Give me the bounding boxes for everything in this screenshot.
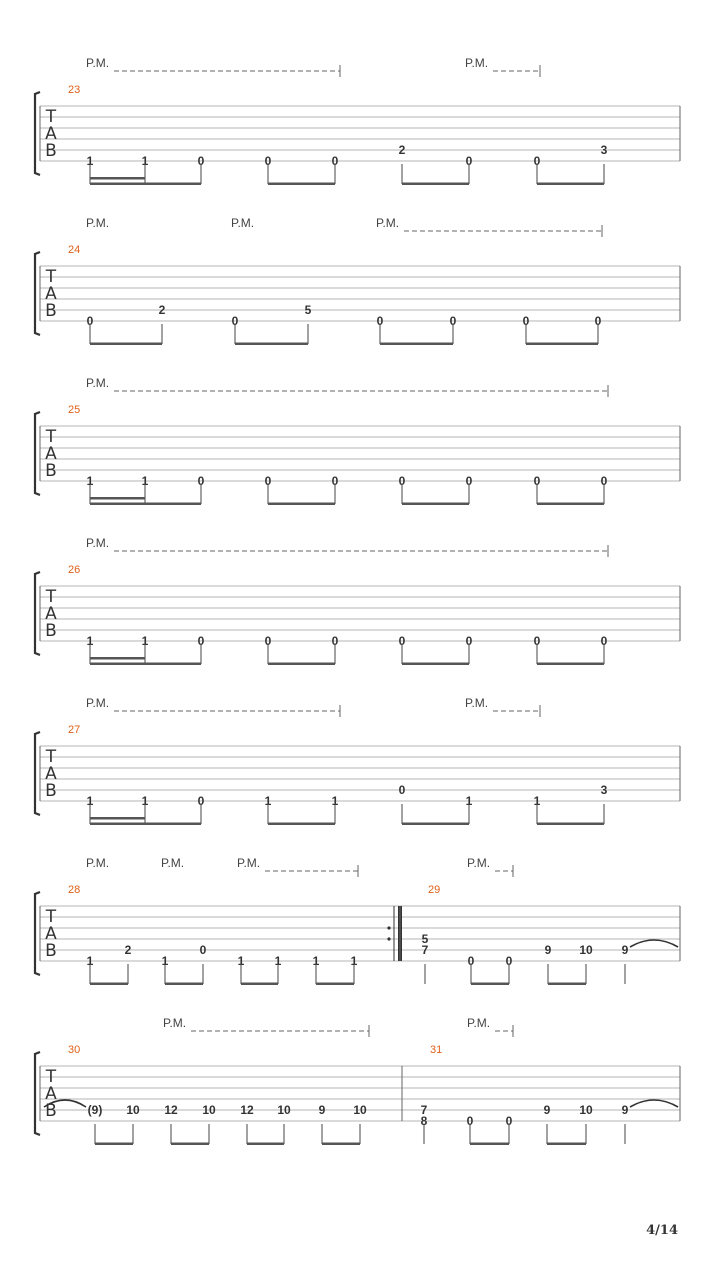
fret-number: 9 bbox=[544, 943, 552, 957]
tab-clef-letter: T bbox=[45, 1067, 57, 1087]
fret-number: 0 bbox=[533, 634, 541, 648]
note-beam bbox=[526, 343, 598, 346]
tab-clef-letter: B bbox=[45, 301, 57, 321]
fret-number: 1 bbox=[161, 954, 169, 968]
note-beam bbox=[402, 503, 469, 506]
fret-number: 0 bbox=[467, 954, 475, 968]
tab-system bbox=[35, 536, 680, 665]
fret-number: 2 bbox=[124, 943, 132, 957]
fret-number: 8 bbox=[420, 1114, 428, 1128]
fret-number: 1 bbox=[86, 794, 94, 808]
fret-number: 12 bbox=[240, 1103, 254, 1117]
tab-clef-letter: B bbox=[45, 141, 57, 161]
fret-number: 0 bbox=[465, 154, 473, 168]
tab-systems bbox=[35, 56, 680, 1145]
fret-number: 5 bbox=[421, 932, 429, 946]
note-beam bbox=[171, 1143, 209, 1146]
note-beam bbox=[471, 983, 509, 986]
fret-number: 0 bbox=[264, 634, 272, 648]
fret-number: (9) bbox=[87, 1103, 103, 1117]
note-beam bbox=[316, 983, 354, 986]
palm-mute-label: P.M. bbox=[161, 856, 185, 870]
fret-number: 1 bbox=[465, 794, 473, 808]
fret-number: 0 bbox=[466, 1114, 474, 1128]
note-beam bbox=[268, 503, 335, 506]
repeat-dot bbox=[387, 937, 390, 940]
tab-clef-letter: B bbox=[45, 781, 57, 801]
fret-number: 0 bbox=[600, 474, 608, 488]
note-beam bbox=[470, 1143, 509, 1146]
tab-clef-letter: A bbox=[45, 124, 57, 144]
palm-mute-label: P.M. bbox=[86, 856, 110, 870]
fret-number: 9 bbox=[318, 1103, 326, 1117]
tab-clef-letter: A bbox=[45, 284, 57, 304]
tab-clef-letter: A bbox=[45, 764, 57, 784]
tab-system bbox=[35, 216, 680, 345]
fret-number: 0 bbox=[231, 314, 239, 328]
fret-number: 0 bbox=[600, 634, 608, 648]
tab-clef-letter: B bbox=[45, 461, 57, 481]
fret-number: 1 bbox=[86, 474, 94, 488]
fret-number: 9 bbox=[621, 943, 629, 957]
tab-clef-letter: T bbox=[45, 587, 57, 607]
fret-number: 10 bbox=[202, 1103, 216, 1117]
palm-mute-label: P.M. bbox=[86, 696, 110, 710]
note-beam-secondary bbox=[90, 177, 145, 180]
measure-number: 28 bbox=[68, 884, 81, 896]
fret-number: 1 bbox=[237, 954, 245, 968]
fret-number: 1 bbox=[141, 474, 149, 488]
measure-number: 26 bbox=[68, 564, 81, 576]
note-beam bbox=[90, 983, 128, 986]
tab-clef-letter: T bbox=[45, 267, 57, 287]
fret-number: 1 bbox=[533, 794, 541, 808]
palm-mute-label: P.M. bbox=[376, 216, 400, 230]
fret-number: 0 bbox=[505, 1114, 513, 1128]
measure-number: 24 bbox=[68, 244, 81, 256]
fret-number: 0 bbox=[86, 314, 94, 328]
note-beam bbox=[402, 663, 469, 666]
fret-number: 0 bbox=[331, 154, 339, 168]
fret-number: 1 bbox=[331, 794, 339, 808]
note-beam bbox=[90, 663, 201, 666]
fret-number: 0 bbox=[522, 314, 530, 328]
fret-number: 0 bbox=[505, 954, 513, 968]
note-beam-secondary bbox=[90, 657, 145, 660]
note-beam bbox=[402, 183, 469, 186]
tab-system bbox=[35, 376, 680, 505]
fret-number: 7 bbox=[420, 1103, 428, 1117]
fret-number: 1 bbox=[86, 634, 94, 648]
note-beam bbox=[90, 503, 201, 506]
fret-number: 3 bbox=[600, 143, 608, 157]
tab-system bbox=[35, 696, 680, 825]
system-brace bbox=[35, 732, 40, 815]
fret-number: 0 bbox=[264, 474, 272, 488]
fret-number: 10 bbox=[126, 1103, 140, 1117]
fret-number: 0 bbox=[331, 474, 339, 488]
system-brace bbox=[35, 572, 40, 655]
note-beam bbox=[90, 823, 201, 826]
note-beam bbox=[322, 1143, 360, 1146]
fret-number: 0 bbox=[197, 154, 205, 168]
tab-clef-letter: T bbox=[45, 907, 57, 927]
note-beam bbox=[537, 823, 604, 826]
note-beam-secondary bbox=[90, 497, 145, 500]
fret-number: 0 bbox=[465, 634, 473, 648]
tab-clef-letter: B bbox=[45, 941, 57, 961]
fret-number: 0 bbox=[594, 314, 602, 328]
tie-arc bbox=[630, 940, 678, 947]
tab-clef-letter: A bbox=[45, 924, 57, 944]
fret-number: 10 bbox=[277, 1103, 291, 1117]
note-beam bbox=[235, 343, 308, 346]
palm-mute-label: P.M. bbox=[86, 536, 110, 550]
note-beam bbox=[380, 343, 453, 346]
fret-number: 1 bbox=[350, 954, 358, 968]
repeat-dot bbox=[387, 926, 390, 929]
fret-number: 9 bbox=[543, 1103, 551, 1117]
palm-mute-label: P.M. bbox=[467, 856, 491, 870]
fret-number: 0 bbox=[197, 794, 205, 808]
tab-clef-letter: T bbox=[45, 747, 57, 767]
note-beam bbox=[268, 823, 335, 826]
note-beam bbox=[548, 983, 586, 986]
page-number: 4/14 bbox=[646, 1223, 678, 1238]
note-beam bbox=[165, 983, 203, 986]
fret-number: 1 bbox=[141, 634, 149, 648]
note-beam-secondary bbox=[90, 817, 145, 820]
fret-number: 1 bbox=[86, 954, 94, 968]
note-beam bbox=[537, 183, 604, 186]
fret-number: 9 bbox=[621, 1103, 629, 1117]
fret-number: 5 bbox=[304, 303, 312, 317]
note-beam bbox=[95, 1143, 133, 1146]
note-beam bbox=[241, 983, 278, 986]
measure-number: 27 bbox=[68, 724, 81, 736]
system-brace bbox=[35, 892, 40, 975]
palm-mute-label: P.M. bbox=[467, 1016, 491, 1030]
fret-number: 0 bbox=[398, 634, 406, 648]
tab-clef-letter: T bbox=[45, 107, 57, 127]
tie-arc bbox=[630, 1100, 678, 1107]
palm-mute-label: P.M. bbox=[86, 376, 110, 390]
note-beam bbox=[537, 503, 604, 506]
system-brace bbox=[35, 1052, 40, 1135]
system-brace bbox=[35, 252, 40, 335]
fret-number: 0 bbox=[398, 474, 406, 488]
note-beam bbox=[268, 183, 335, 186]
fret-number: 10 bbox=[579, 1103, 593, 1117]
fret-number: 1 bbox=[141, 154, 149, 168]
fret-number: 12 bbox=[164, 1103, 178, 1117]
fret-number: 0 bbox=[465, 474, 473, 488]
palm-mute-label: P.M. bbox=[237, 856, 261, 870]
measure-number: 30 bbox=[68, 1044, 81, 1056]
fret-number: 1 bbox=[274, 954, 282, 968]
measure-number: 29 bbox=[428, 884, 441, 896]
fret-number: 0 bbox=[199, 943, 207, 957]
fret-number: 0 bbox=[533, 154, 541, 168]
note-beam bbox=[247, 1143, 284, 1146]
tab-system bbox=[35, 1016, 680, 1145]
fret-number: 1 bbox=[312, 954, 320, 968]
system-brace bbox=[35, 92, 40, 175]
fret-number: 1 bbox=[141, 794, 149, 808]
note-beam bbox=[537, 663, 604, 666]
palm-mute-label: P.M. bbox=[86, 56, 110, 70]
tab-clef-letter: B bbox=[45, 1101, 57, 1121]
palm-mute-label: P.M. bbox=[465, 56, 489, 70]
fret-number: 10 bbox=[353, 1103, 367, 1117]
note-beam bbox=[547, 1143, 586, 1146]
palm-mute-label: P.M. bbox=[465, 696, 489, 710]
fret-number: 2 bbox=[398, 143, 406, 157]
palm-mute-label: P.M. bbox=[231, 216, 255, 230]
note-beam bbox=[402, 823, 469, 826]
fret-number: 0 bbox=[197, 474, 205, 488]
tab-clef-letter: T bbox=[45, 427, 57, 447]
fret-number: 0 bbox=[376, 314, 384, 328]
fret-number: 0 bbox=[331, 634, 339, 648]
system-brace bbox=[35, 412, 40, 495]
fret-number: 0 bbox=[264, 154, 272, 168]
fret-number: 1 bbox=[86, 154, 94, 168]
fret-number: 0 bbox=[398, 783, 406, 797]
fret-number: 2 bbox=[158, 303, 166, 317]
note-beam bbox=[90, 343, 162, 346]
fret-number: 1 bbox=[264, 794, 272, 808]
measure-number: 25 bbox=[68, 404, 81, 416]
tab-clef-letter: A bbox=[45, 604, 57, 624]
fret-number: 0 bbox=[533, 474, 541, 488]
measure-number: 31 bbox=[430, 1044, 443, 1056]
tab-system bbox=[35, 56, 680, 185]
tab-system bbox=[35, 856, 680, 985]
tab-clef-letter: B bbox=[45, 621, 57, 641]
note-beam bbox=[268, 663, 335, 666]
palm-mute-label: P.M. bbox=[86, 216, 110, 230]
tab-clef-letter: A bbox=[45, 1084, 57, 1104]
fret-number: 0 bbox=[449, 314, 457, 328]
measure-number: 23 bbox=[68, 84, 81, 96]
fret-number: 0 bbox=[197, 634, 205, 648]
note-beam bbox=[90, 183, 201, 186]
fret-number: 3 bbox=[600, 783, 608, 797]
tab-clef-letter: A bbox=[45, 444, 57, 464]
fret-number: 10 bbox=[579, 943, 593, 957]
fret-number: 7 bbox=[421, 943, 429, 957]
palm-mute-label: P.M. bbox=[163, 1016, 187, 1030]
